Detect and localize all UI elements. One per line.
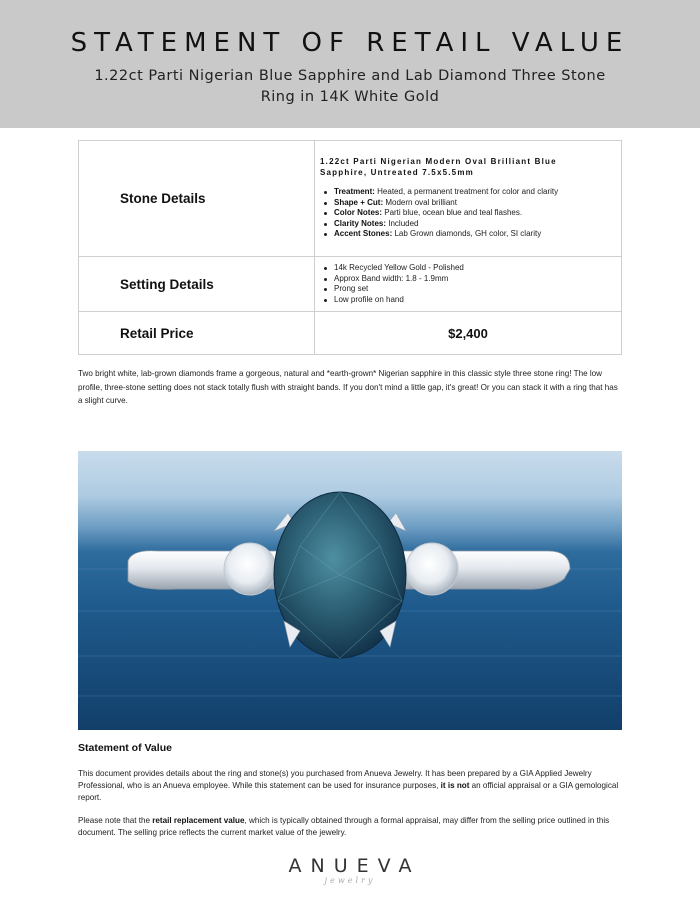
logo-wordmark: ANUEVA	[288, 855, 421, 877]
ring-photo	[78, 451, 622, 730]
product-description: Two bright white, lab-grown diamonds frame a gorgeous, natural and *earth-grown* Nigerian sapphire in this classic style three stone ring! The low profile, three-stone setting does not stack totally flush with straight bands. If you don't mind a little gap, it's great! Or you can stack it with a ring that has a slight curve.	[78, 369, 618, 405]
stone-details-cell	[315, 141, 622, 257]
spec-clarity-notes: Clarity Notes: Included	[320, 219, 615, 230]
spec-color-notes: Color Notes: Parti blue, ocean blue and teal flashes.	[320, 208, 615, 219]
retail-price-label: Retail Price	[79, 312, 315, 355]
statement-heading: Statement of Value	[78, 742, 172, 754]
page-header	[0, 0, 700, 128]
retail-price-value: $2,400	[315, 312, 622, 355]
product-title	[90, 66, 610, 108]
statement-paragraph-1: This document provides details about the ring and stone(s) you purchased from Anueva Jewelry. It has been prepared by a GIA Applied Jewelry Professional, who is an Anueva employee. While this statement can be used for insurance purposes, it is not an official appraisal or a GIA gemological report.	[78, 769, 619, 802]
stone-title	[320, 156, 615, 178]
setting-details-label: Setting Details	[79, 257, 315, 312]
right-diamond	[406, 543, 458, 595]
product-title-line-2: Ring in 14K White Gold	[260, 89, 440, 105]
setting-item: 14k Recycled Yellow Gold - Polished	[320, 263, 615, 274]
stone-specs-list	[320, 187, 615, 240]
product-title-line-1: 1.22ct Parti Nigerian Blue Sapphire and Lab Diamond Three Stone	[94, 68, 606, 84]
setting-item: Prong set	[320, 284, 615, 295]
setting-item: Approx Band width: 1.8 - 1.9mm	[320, 274, 615, 285]
document-title: STATEMENT OF RETAIL VALUE	[70, 28, 630, 58]
stone-title-line-1: 1.22ct Parti Nigerian Modern Oval Brilliant Blue	[320, 157, 557, 167]
setting-details-row	[79, 257, 622, 312]
anueva-logo	[0, 855, 700, 885]
logo-subtitle: jewelry	[324, 876, 376, 885]
ring-illustration	[78, 451, 622, 730]
stone-title-line-2: Sapphire, Untreated 7.5x5.5mm	[320, 168, 474, 178]
spec-shape-cut: Shape + Cut: Modern oval brilliant	[320, 198, 615, 209]
spec-accent-stones: Accent Stones: Lab Grown diamonds, GH color, SI clarity	[320, 229, 615, 240]
spec-treatment: Treatment: Heated, a permanent treatment for color and clarity	[320, 187, 615, 198]
stone-details-label: Stone Details	[79, 141, 315, 257]
left-diamond	[224, 543, 276, 595]
setting-list	[320, 263, 615, 305]
setting-item: Low profile on hand	[320, 295, 615, 306]
details-table	[78, 140, 622, 355]
setting-details-cell	[315, 257, 622, 312]
retail-price-row	[79, 312, 622, 355]
stone-details-row	[79, 141, 622, 257]
statement-paragraph-2: Please note that the retail replacement value, which is typically obtained through a formal appraisal, may differ from the selling price outlined in this document. The selling price reflects the current market value of the jewelry.	[78, 816, 610, 837]
